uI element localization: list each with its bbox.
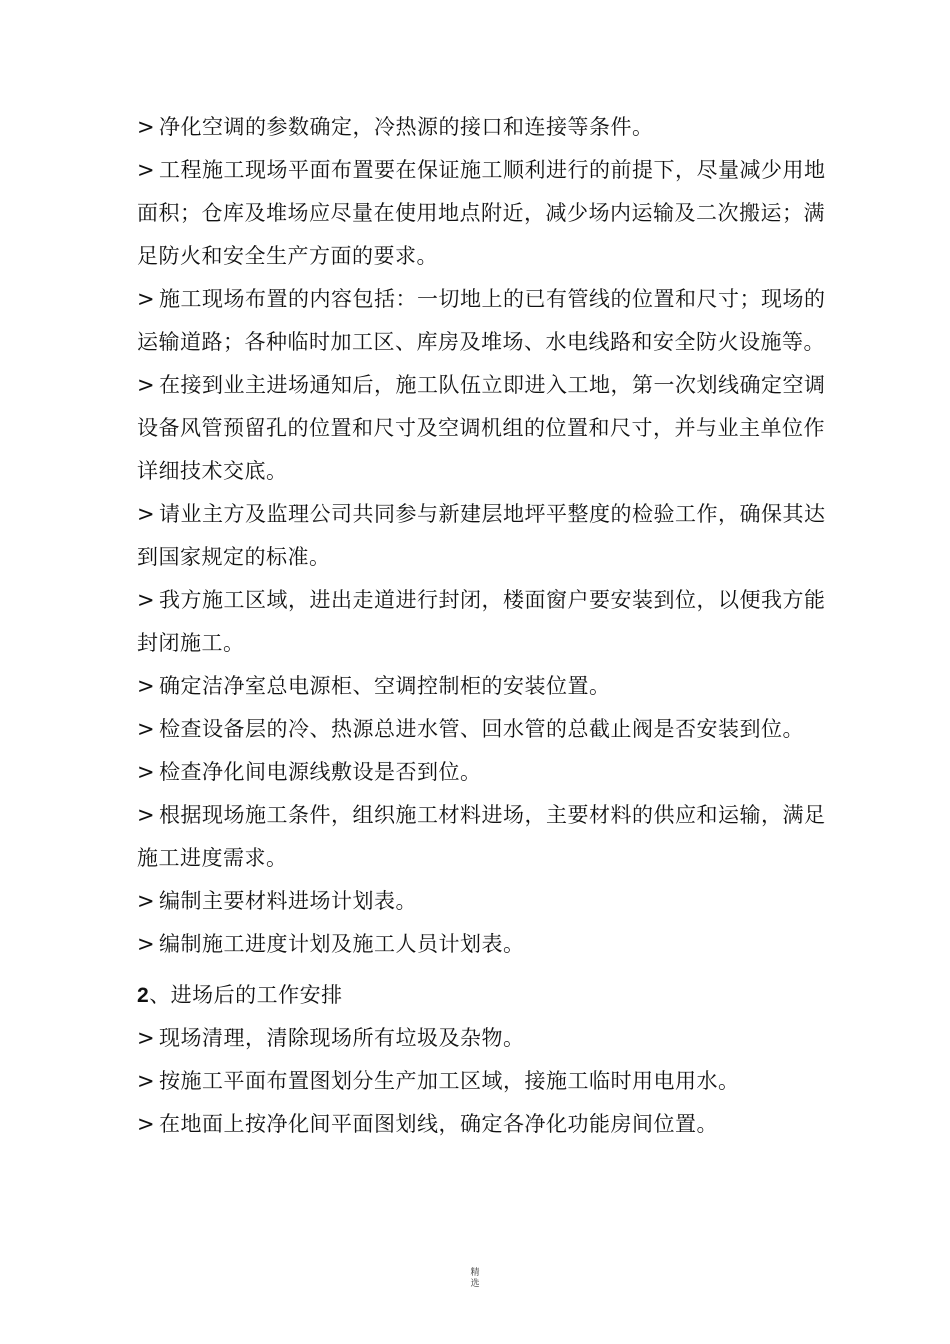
bullet-paragraph bbox=[137, 1060, 827, 1103]
bullet-arrow-icon: > bbox=[137, 803, 156, 827]
section-title: 、进场后的工作安排 bbox=[149, 983, 343, 1007]
paragraph-text: 净化空调的参数确定，冷热源的接口和连接等条件。 bbox=[159, 115, 654, 139]
bullet-arrow-icon: > bbox=[137, 1069, 156, 1093]
bullet-paragraph bbox=[137, 106, 827, 149]
bullet-paragraph bbox=[137, 880, 827, 923]
paragraph-text: 按施工平面布置图划分生产加工区域，接施工临时用电用水。 bbox=[159, 1069, 740, 1093]
bullet-arrow-icon: > bbox=[137, 760, 156, 784]
paragraph-text: 现场清理，清除现场所有垃圾及杂物。 bbox=[159, 1026, 525, 1050]
bullet-arrow-icon: > bbox=[137, 158, 156, 182]
paragraph-text: 确定洁净室总电源柜、空调控制柜的安装位置。 bbox=[159, 674, 611, 698]
section-number: 2 bbox=[137, 984, 150, 1007]
bullet-arrow-icon: > bbox=[137, 932, 156, 956]
bullet-paragraph bbox=[137, 1017, 827, 1060]
paragraph-text: 检查净化间电源线敷设是否到位。 bbox=[159, 760, 482, 784]
bullet-paragraph bbox=[137, 278, 827, 364]
bullet-paragraph bbox=[137, 364, 827, 493]
bullet-paragraph bbox=[137, 149, 827, 278]
bullet-paragraph bbox=[137, 923, 827, 966]
bullet-paragraph bbox=[137, 708, 827, 751]
footer-mark-line1: 精 bbox=[470, 1268, 480, 1278]
bullet-arrow-icon: > bbox=[137, 1112, 156, 1136]
paragraph-list-before bbox=[137, 106, 827, 966]
bullet-paragraph bbox=[137, 751, 827, 794]
bullet-paragraph bbox=[137, 493, 827, 579]
bullet-arrow-icon: > bbox=[137, 373, 156, 397]
paragraph-text: 编制施工进度计划及施工人员计划表。 bbox=[159, 932, 525, 956]
paragraph-text: 请业主方及监理公司共同参与新建层地坪平整度的检验工作，确保其达到国家规定的标准。 bbox=[137, 502, 826, 569]
page-footer bbox=[460, 1268, 490, 1290]
bullet-arrow-icon: > bbox=[137, 115, 156, 139]
paragraph-text: 在地面上按净化间平面图划线，确定各净化功能房间位置。 bbox=[159, 1112, 718, 1136]
paragraph-text: 检查设备层的冷、热源总进水管、回水管的总截止阀是否安装到位。 bbox=[159, 717, 804, 741]
paragraph-text: 根据现场施工条件，组织施工材料进场，主要材料的供应和运输，满足施工进度需求。 bbox=[137, 803, 826, 870]
bullet-paragraph bbox=[137, 579, 827, 665]
bullet-arrow-icon: > bbox=[137, 1026, 156, 1050]
document-body bbox=[137, 106, 827, 1146]
paragraph-list-after bbox=[137, 1017, 827, 1146]
paragraph-text: 编制主要材料进场计划表。 bbox=[159, 889, 417, 913]
bullet-arrow-icon: > bbox=[137, 717, 156, 741]
bullet-arrow-icon: > bbox=[137, 502, 156, 526]
paragraph-text: 工程施工现场平面布置要在保证施工顺利进行的前提下，尽量减少用地面积；仓库及堆场应尽量在使用地点附近，减少场内运输及二次搬运；满足防火和安全生产方面的要求。 bbox=[137, 158, 826, 268]
footer-mark-line2: 选 bbox=[470, 1279, 480, 1289]
section-heading bbox=[137, 974, 827, 1017]
bullet-paragraph bbox=[137, 794, 827, 880]
bullet-arrow-icon: > bbox=[137, 287, 156, 311]
bullet-paragraph bbox=[137, 1103, 827, 1146]
bullet-arrow-icon: > bbox=[137, 588, 156, 612]
paragraph-text: 施工现场布置的内容包括：一切地上的已有管线的位置和尺寸；现场的运输道路；各种临时加工区、库房及堆场、水电线路和安全防火设施等。 bbox=[137, 287, 826, 354]
paragraph-text: 在接到业主进场通知后，施工队伍立即进入工地，第一次划线确定空调设备风管预留孔的位置和尺寸及空调机组的位置和尺寸，并与业主单位作详细技术交底。 bbox=[137, 373, 826, 483]
paragraph-text: 我方施工区域，进出走道进行封闭，楼面窗户要安装到位，以便我方能封闭施工。 bbox=[137, 588, 826, 655]
bullet-arrow-icon: > bbox=[137, 674, 156, 698]
bullet-paragraph bbox=[137, 665, 827, 708]
bullet-arrow-icon: > bbox=[137, 889, 156, 913]
